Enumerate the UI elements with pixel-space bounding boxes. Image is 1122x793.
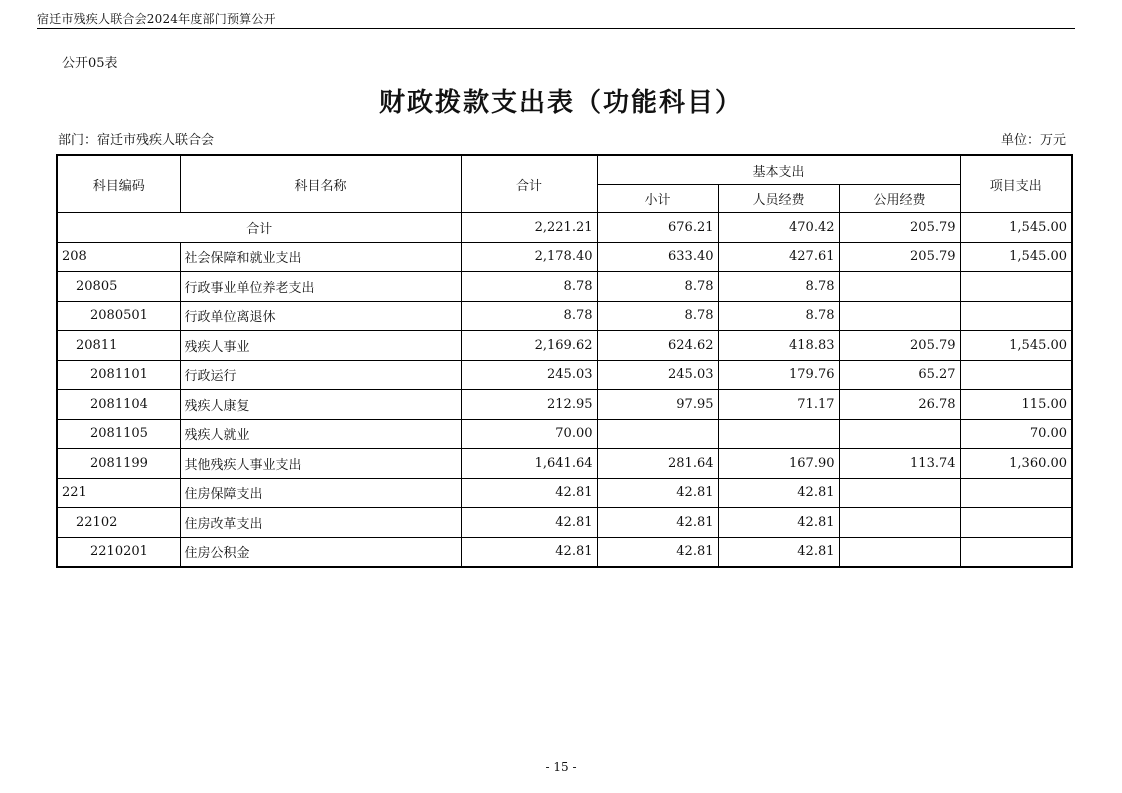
cell-project	[960, 478, 1072, 508]
cell-project	[960, 360, 1072, 390]
form-number: 公开05表	[62, 56, 118, 71]
table-row	[57, 419, 1072, 449]
cell-project	[960, 301, 1072, 331]
table-row	[57, 242, 1072, 272]
cell-name: 住房保障支出	[180, 478, 461, 508]
cell-total: 2,169.62	[461, 331, 597, 361]
table-header-row	[57, 155, 1072, 185]
cell-public: 205.79	[839, 213, 960, 243]
cell-total: 42.81	[461, 508, 597, 538]
cell-personnel: 470.42	[718, 213, 839, 243]
cell-public	[839, 419, 960, 449]
cell-public	[839, 272, 960, 302]
cell-total: 2,178.40	[461, 242, 597, 272]
cell-subtotal: 633.40	[597, 242, 718, 272]
cell-subtotal: 8.78	[597, 301, 718, 331]
cell-subtotal: 624.62	[597, 331, 718, 361]
cell-subtotal: 97.95	[597, 390, 718, 420]
cell-total: 42.81	[461, 537, 597, 567]
cell-code: 22102	[57, 508, 180, 538]
cell-project: 1,545.00	[960, 213, 1072, 243]
cell-name: 住房改革支出	[180, 508, 461, 538]
cell-code: 2210201	[57, 537, 180, 567]
col-header-code: 科目编码	[57, 155, 180, 213]
header-rule	[37, 28, 1075, 29]
cell-project: 115.00	[960, 390, 1072, 420]
table-row	[57, 508, 1072, 538]
cell-subtotal: 676.21	[597, 213, 718, 243]
cell-total: 8.78	[461, 272, 597, 302]
table-row	[57, 301, 1072, 331]
cell-total: 8.78	[461, 301, 597, 331]
table-row	[57, 478, 1072, 508]
cell-public: 65.27	[839, 360, 960, 390]
cell-project: 1,360.00	[960, 449, 1072, 479]
col-header-personnel: 人员经费	[718, 185, 839, 213]
cell-project: 1,545.00	[960, 331, 1072, 361]
cell-public	[839, 301, 960, 331]
col-header-subtotal: 小计	[597, 185, 718, 213]
cell-name: 社会保障和就业支出	[180, 242, 461, 272]
cell-subtotal: 42.81	[597, 478, 718, 508]
cell-personnel: 42.81	[718, 537, 839, 567]
cell-total: 245.03	[461, 360, 597, 390]
cell-code: 2081105	[57, 419, 180, 449]
cell-name: 残疾人康复	[180, 390, 461, 420]
cell-name: 行政事业单位养老支出	[180, 272, 461, 302]
cell-code: 2081104	[57, 390, 180, 420]
running-head: 宿迁市残疾人联合会2024年度部门预算公开	[37, 12, 276, 26]
table-row	[57, 390, 1072, 420]
cell-personnel: 71.17	[718, 390, 839, 420]
cell-project	[960, 537, 1072, 567]
cell-subtotal: 42.81	[597, 508, 718, 538]
cell-code: 208	[57, 242, 180, 272]
cell-total: 212.95	[461, 390, 597, 420]
cell-total: 2,221.21	[461, 213, 597, 243]
cell-project: 70.00	[960, 419, 1072, 449]
cell-subtotal: 8.78	[597, 272, 718, 302]
table-total-row	[57, 213, 1072, 243]
cell-name: 其他残疾人事业支出	[180, 449, 461, 479]
col-header-basic: 基本支出	[597, 155, 960, 185]
cell-personnel: 8.78	[718, 272, 839, 302]
table-row	[57, 537, 1072, 567]
cell-code: 2081199	[57, 449, 180, 479]
cell-name: 行政运行	[180, 360, 461, 390]
cell-public: 113.74	[839, 449, 960, 479]
cell-subtotal	[597, 419, 718, 449]
col-header-public: 公用经费	[839, 185, 960, 213]
cell-name: 住房公积金	[180, 537, 461, 567]
table-row	[57, 360, 1072, 390]
cell-public	[839, 537, 960, 567]
table-row	[57, 449, 1072, 479]
cell-subtotal: 42.81	[597, 537, 718, 567]
cell-code: 2081101	[57, 360, 180, 390]
cell-subtotal: 245.03	[597, 360, 718, 390]
table-row	[57, 331, 1072, 361]
table-row	[57, 272, 1072, 302]
cell-personnel: 179.76	[718, 360, 839, 390]
cell-name: 残疾人事业	[180, 331, 461, 361]
cell-project: 1,545.00	[960, 242, 1072, 272]
col-header-project: 项目支出	[960, 155, 1072, 213]
cell-code: 20805	[57, 272, 180, 302]
cell-public: 205.79	[839, 242, 960, 272]
page-title: 财政拨款支出表（功能科目）	[378, 88, 743, 118]
cell-personnel: 167.90	[718, 449, 839, 479]
unit-label: 单位：万元	[1000, 133, 1066, 148]
cell-project	[960, 508, 1072, 538]
cell-public	[839, 478, 960, 508]
cell-public: 205.79	[839, 331, 960, 361]
budget-table	[56, 154, 1073, 568]
cell-subtotal: 281.64	[597, 449, 718, 479]
col-header-name: 科目名称	[180, 155, 461, 213]
cell-code: 2080501	[57, 301, 180, 331]
cell-public	[839, 508, 960, 538]
cell-total: 1,641.64	[461, 449, 597, 479]
col-header-total: 合计	[461, 155, 597, 213]
cell-personnel: 418.83	[718, 331, 839, 361]
cell-public: 26.78	[839, 390, 960, 420]
cell-name: 残疾人就业	[180, 419, 461, 449]
cell-name: 行政单位离退休	[180, 301, 461, 331]
cell-personnel: 8.78	[718, 301, 839, 331]
cell-total: 42.81	[461, 478, 597, 508]
cell-project	[960, 272, 1072, 302]
cell-personnel: 427.61	[718, 242, 839, 272]
cell-code: 20811	[57, 331, 180, 361]
cell-personnel: 42.81	[718, 478, 839, 508]
cell-personnel: 42.81	[718, 508, 839, 538]
department-label: 部门：宿迁市残疾人联合会	[58, 133, 215, 148]
cell-total: 70.00	[461, 419, 597, 449]
cell-code: 221	[57, 478, 180, 508]
page-number: - 15 -	[545, 760, 577, 774]
total-label: 合计	[57, 213, 461, 243]
cell-personnel	[718, 419, 839, 449]
